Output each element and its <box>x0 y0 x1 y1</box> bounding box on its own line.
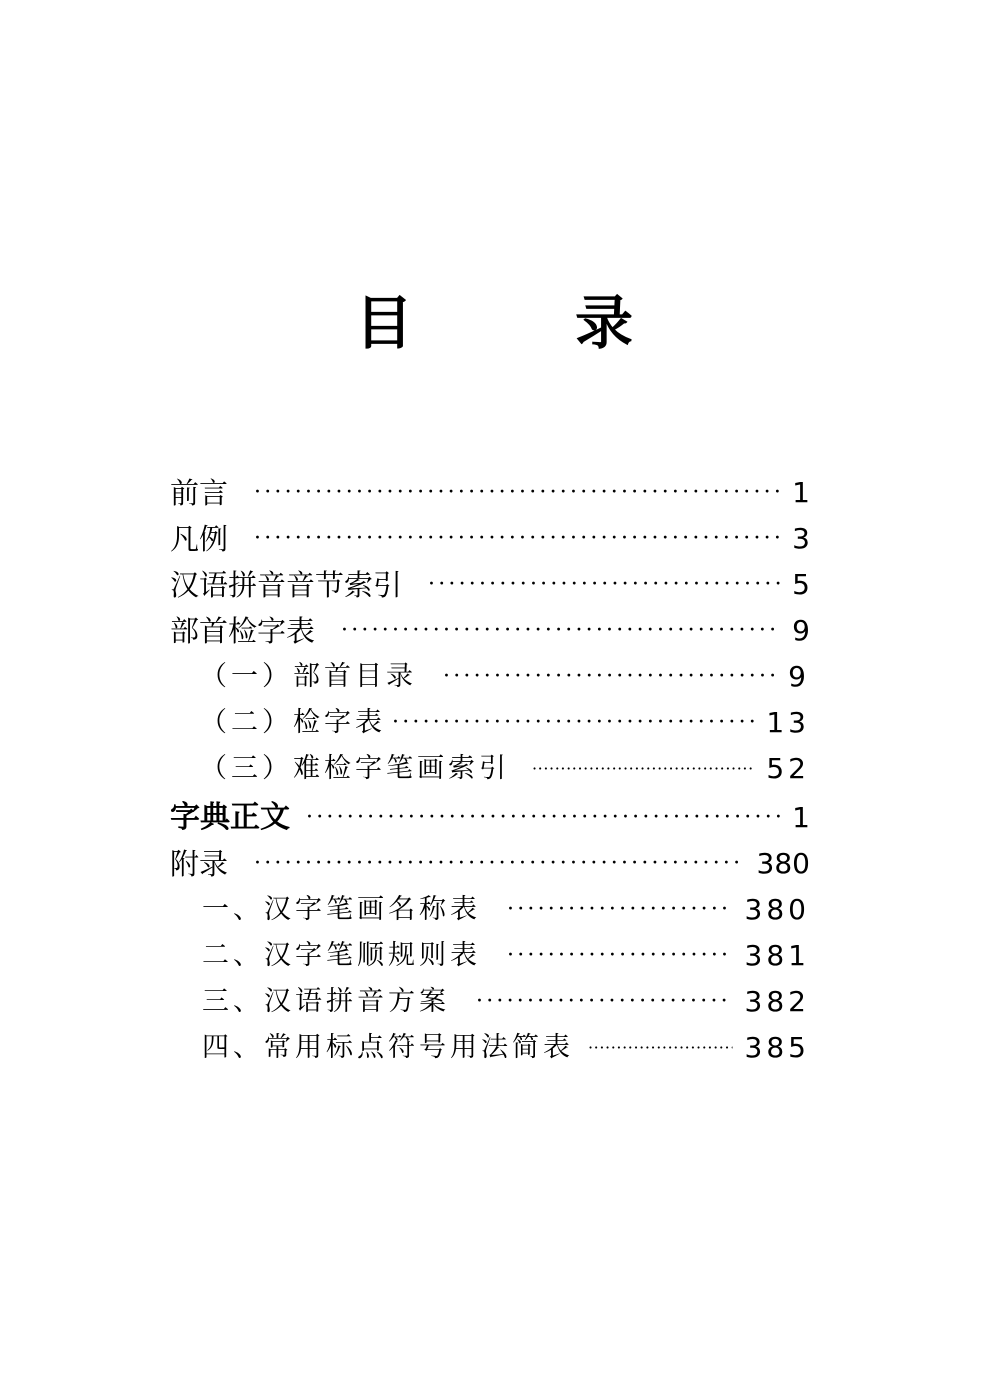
toc-entry-page: 385 <box>744 1031 810 1064</box>
toc-entry-page: 1 <box>792 801 810 834</box>
toc-entry-appendix[interactable] <box>170 841 810 887</box>
dot-leader <box>428 562 780 608</box>
toc-entry-page: 9 <box>788 660 810 693</box>
toc-entry-main-text[interactable] <box>170 795 810 841</box>
dot-leader <box>254 516 780 562</box>
dot-leader <box>254 470 780 516</box>
dot-leader <box>254 841 745 887</box>
toc-entry-label: （二）检字表 <box>200 707 386 738</box>
dot-leader <box>443 654 776 700</box>
toc-entry-label: 字典正文 <box>170 800 290 835</box>
toc-entry-page: 382 <box>744 985 810 1018</box>
toc-entry-pinyin-index[interactable] <box>170 562 810 608</box>
page-title: 目 录 <box>354 289 685 357</box>
dot-leader <box>341 608 780 654</box>
toc-entry-preface[interactable] <box>170 470 810 516</box>
toc-entry-page: 5 <box>792 568 810 601</box>
toc-entry-label: 前言 <box>170 476 229 510</box>
toc-entry-radical-index[interactable] <box>170 608 810 654</box>
toc-entry-label: 汉语拼音音节索引 <box>170 568 403 602</box>
toc-entry-label: 四、常用标点符号用法简表 <box>202 1032 574 1063</box>
toc-entry-page: 380 <box>756 847 810 880</box>
dot-leader <box>306 795 780 841</box>
toc-entry-page: 9 <box>792 614 810 647</box>
dot-leader <box>532 746 754 792</box>
toc-entry-page: 1 <box>792 476 810 509</box>
dot-leader <box>588 1025 733 1071</box>
toc-entry-page: 381 <box>744 939 810 972</box>
toc-entry-page: 13 <box>766 706 810 739</box>
dot-leader <box>392 700 754 746</box>
toc-entry-page: 3 <box>792 522 810 555</box>
toc-entry-label: 附录 <box>170 847 229 881</box>
toc-entry-stroke-order[interactable] <box>202 933 810 979</box>
toc-entry-label: 凡例 <box>170 522 229 556</box>
toc-entry-label: 二、汉字笔顺规则表 <box>202 940 481 971</box>
toc-entry-stroke-index[interactable] <box>200 746 810 792</box>
dot-leader <box>507 933 733 979</box>
toc-entry-label: 一、汉字笔画名称表 <box>202 894 481 925</box>
toc-entry-stroke-names[interactable] <box>202 887 810 933</box>
toc-entry-label: （一）部首目录 <box>200 661 417 692</box>
toc-entry-label: 三、汉语拼音方案 <box>202 986 450 1017</box>
toc-entry-page: 380 <box>744 893 810 926</box>
toc-entry-notes[interactable] <box>170 516 810 562</box>
toc-entry-character-index[interactable] <box>200 700 810 746</box>
toc-entry-radical-list[interactable] <box>200 654 810 700</box>
toc-entry-page: 52 <box>766 752 810 785</box>
dot-leader <box>507 887 733 933</box>
toc-entry-punctuation-table[interactable] <box>202 1025 810 1071</box>
toc-entry-pinyin-scheme[interactable] <box>202 979 810 1025</box>
toc-entry-label: 部首检字表 <box>170 614 316 648</box>
toc-entry-label: （三）难检字笔画索引 <box>200 753 510 784</box>
dot-leader <box>476 979 733 1025</box>
